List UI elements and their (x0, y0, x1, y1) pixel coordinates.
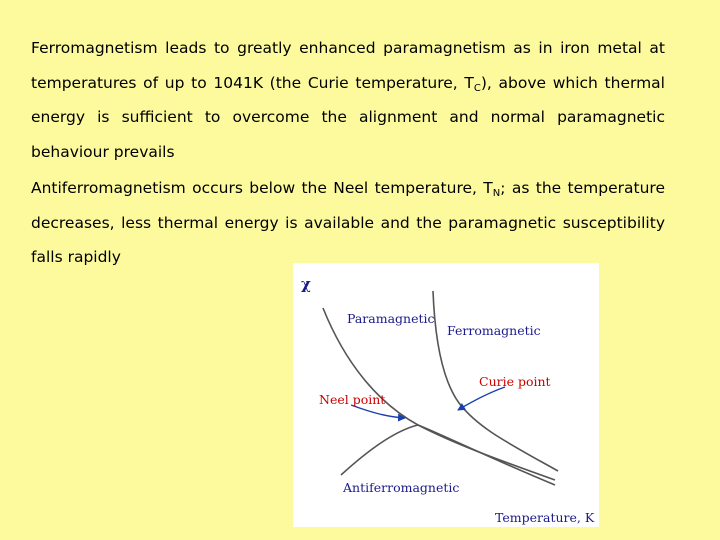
x-axis-label: Temperature, K (495, 510, 595, 525)
antiferro-text-before: Antiferromagnetism occurs below the Neel temperature, T (31, 179, 493, 197)
susceptibility-diagram (293, 263, 599, 527)
antiferromagnetic-label: Antiferromagnetic (343, 480, 460, 495)
ferro-text-after: ), above which thermal energy is sufficient to overcome the alignment and normal paramagnetic behaviour prevails (31, 73, 665, 161)
neel-point-label: Neel point (319, 392, 386, 407)
neel-subscript: N (492, 188, 501, 199)
y-axis-symbol: χ (301, 275, 311, 293)
antiferromagnetic-curve (341, 425, 555, 485)
ferro-text-before: Ferromagnetism leads to greatly enhanced paramagnetism as in iron metal at temperatures of up to 1041K (the Curie temperature, T (31, 39, 665, 92)
paramagnetic-label: Paramagnetic (347, 311, 435, 326)
curie-subscript: C (473, 82, 481, 94)
curie-point-label: Curie point (479, 374, 551, 389)
ferromagnetic-label: Ferromagnetic (447, 323, 541, 338)
ferromagnetism-paragraph (31, 31, 665, 169)
curie-point-arrow (458, 387, 505, 410)
susceptibility-figure (293, 263, 599, 527)
antiferromagnetism-paragraph (31, 171, 665, 275)
antiferro-text-after: ; as the temperature decreases, less thermal energy is available and the paramagnetic susceptibility falls rapidly (31, 179, 665, 266)
